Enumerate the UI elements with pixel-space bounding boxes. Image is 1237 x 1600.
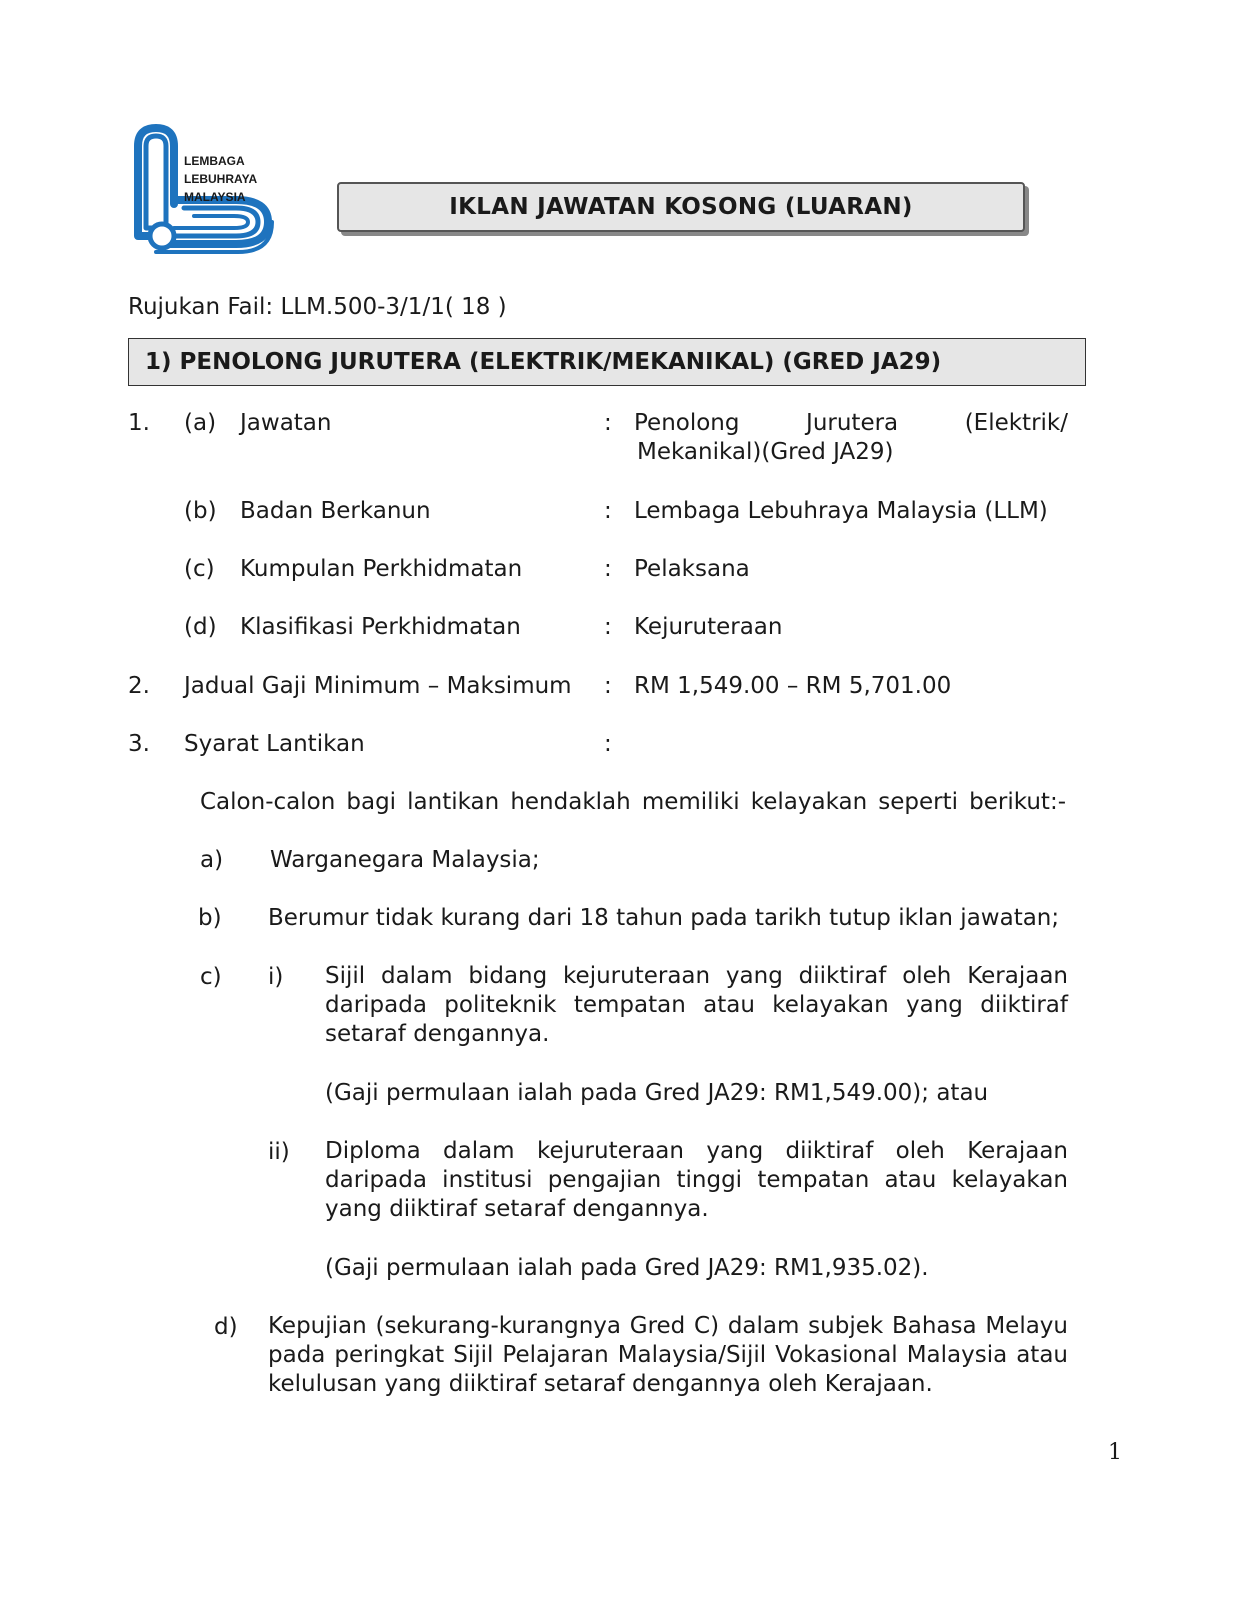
item-letter-d: (d): [184, 614, 217, 640]
logo-text-line1: LEMBAGA: [184, 154, 245, 168]
syarat-salary-c-i: (Gaji permulaan ialah pada Gred JA29: RM1,549.00); atau: [325, 1080, 989, 1106]
item-number-1: 1.: [128, 410, 150, 436]
item-letter-b: (b): [184, 498, 217, 524]
page-number: 1: [1108, 1440, 1122, 1465]
colon: :: [604, 614, 612, 640]
value-kumpulan-perkhidmatan: Pelaksana: [634, 556, 750, 582]
label-syarat-lantikan: Syarat Lantikan: [184, 731, 365, 757]
section-heading: 1) PENOLONG JURUTERA (ELEKTRIK/MEKANIKAL) (GRED JA29): [145, 349, 942, 375]
label-klasifikasi-perkhidmatan: Klasifikasi Perkhidmatan: [240, 614, 521, 640]
syarat-text-c-ii: Diploma dalam kejuruteraan yang diiktiraf oleh Kerajaan daripada institusi pengajian tinggi tempatan atau kelayakan yang diiktiraf setaraf dengannya.: [325, 1138, 1068, 1222]
colon: :: [604, 731, 612, 757]
llm-logo: [126, 124, 276, 264]
label-jawatan: Jawatan: [240, 410, 332, 436]
logo-text-line3: MALAYSIA: [184, 190, 246, 204]
title-box: [337, 182, 1025, 232]
item-number-3: 3.: [128, 731, 150, 757]
file-reference: Rujukan Fail: LLM.500-3/1/1( 18 ): [128, 294, 507, 320]
syarat-marker-c-i: i): [268, 964, 284, 990]
syarat-text-c-i: Sijil dalam bidang kejuruteraan yang diiktiraf oleh Kerajaan daripada politeknik tempatan atau kelayakan yang diiktiraf setaraf dengannya.: [325, 963, 1068, 1047]
colon: :: [604, 498, 612, 524]
syarat-marker-c: c): [200, 964, 222, 990]
syarat-text-a: Warganegara Malaysia;: [270, 847, 540, 873]
logo-text-line2: LEBUHRAYA: [184, 172, 258, 186]
item-number-2: 2.: [128, 673, 150, 699]
syarat-marker-b: b): [198, 905, 222, 931]
colon: :: [604, 673, 612, 699]
label-kumpulan-perkhidmatan: Kumpulan Perkhidmatan: [240, 556, 523, 582]
value-jawatan-line1: Penolong Jurutera (Elektrik/: [634, 410, 1068, 436]
label-badan-berkanun: Badan Berkanun: [240, 498, 431, 524]
section-heading-box: [128, 338, 1086, 386]
syarat-intro: Calon-calon bagi lantikan hendaklah memiliki kelayakan seperti berikut:-: [200, 789, 1066, 815]
syarat-text-b: Berumur tidak kurang dari 18 tahun pada tarikh tutup iklan jawatan;: [268, 905, 1060, 931]
document-title: IKLAN JAWATAN KOSONG (LUARAN): [449, 194, 913, 220]
syarat-marker-d: d): [214, 1314, 238, 1340]
syarat-salary-c-ii: (Gaji permulaan ialah pada Gred JA29: RM1,935.02).: [325, 1255, 929, 1281]
syarat-text-d: Kepujian (sekurang-kurangnya Gred C) dalam subjek Bahasa Melayu pada peringkat Sijil Pelajaran Malaysia/Sijil Vokasional Malaysia atau kelulusan yang diiktiraf setaraf dengannya oleh Kerajaan.: [268, 1313, 1068, 1397]
value-badan-berkanun: Lembaga Lebuhraya Malaysia (LLM): [634, 498, 1048, 524]
colon: :: [604, 556, 612, 582]
item-letter-c: (c): [184, 556, 215, 582]
value-jawatan-line2: Mekanikal)(Gred JA29): [637, 439, 894, 465]
syarat-marker-c-ii: ii): [268, 1139, 290, 1165]
value-klasifikasi-perkhidmatan: Kejuruteraan: [634, 614, 783, 640]
syarat-marker-a: a): [200, 847, 224, 873]
colon: :: [604, 410, 612, 436]
item-letter-a: (a): [184, 410, 217, 436]
value-jadual-gaji: RM 1,549.00 – RM 5,701.00: [634, 673, 952, 699]
label-jadual-gaji: Jadual Gaji Minimum – Maksimum: [184, 673, 572, 699]
